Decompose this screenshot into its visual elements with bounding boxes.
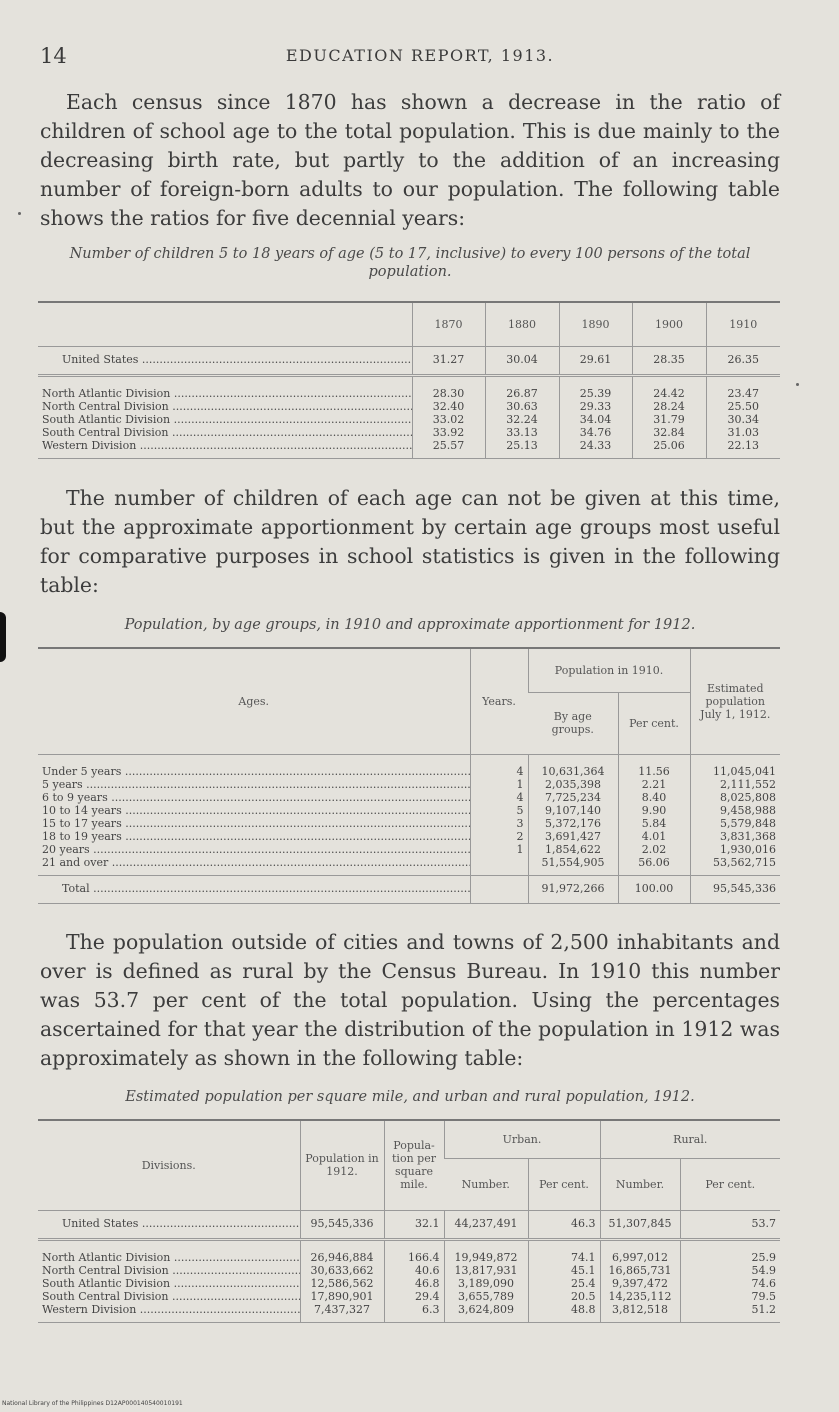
table-row — [38, 346, 780, 375]
table-cell: 10,631,364 — [528, 754, 618, 778]
table-cell: 56.06 — [618, 856, 690, 876]
table-cell: 24.33 — [559, 439, 632, 459]
table-cell: 3,691,427 — [528, 830, 618, 843]
table-cell: 23.47 — [706, 375, 780, 400]
table-cell: 40.6 — [384, 1264, 444, 1277]
table-cell: 13,817,931 — [444, 1264, 528, 1277]
table-cell: 32.84 — [632, 426, 706, 439]
table1-caption: Number of children 5 to 18 years of age (5 to 17, inclusive) to every 100 persons of the total population. — [69, 246, 751, 280]
table-cell: 91,972,266 — [528, 875, 618, 903]
table-cell: 19,949,872 — [444, 1239, 528, 1264]
row-label: North Atlantic Division ..... — [38, 1239, 300, 1264]
table-row — [38, 375, 780, 400]
row-label: South Atlantic Division ..... — [38, 413, 412, 426]
table-cell: 30.63 — [485, 400, 559, 413]
age-groups-table — [38, 647, 780, 904]
table-row — [38, 1303, 780, 1323]
table-cell: 16,865,731 — [600, 1264, 680, 1277]
table-cell: 46.3 — [528, 1210, 600, 1239]
paragraph-age-groups: The number of children of each age can not be given at this time, but the approximate apportionment by certain age groups most useful for comparative purposes in school statistics is given in the following table: — [40, 486, 780, 597]
table-cell: 26,946,884 — [300, 1239, 384, 1264]
percent-header: Per cent. — [618, 692, 690, 754]
table-cell: 8,025,808 — [690, 791, 780, 804]
table-cell: 44,237,491 — [444, 1210, 528, 1239]
table-cell: 6,997,012 — [600, 1239, 680, 1264]
table-cell: 95,545,336 — [300, 1210, 384, 1239]
row-label: Western Division ..... — [38, 1303, 300, 1323]
table-row — [38, 830, 780, 843]
table-row — [38, 1277, 780, 1290]
children-ratio-table — [38, 301, 780, 459]
urban-number-header: Number. — [444, 1158, 528, 1210]
table-row — [38, 791, 780, 804]
table-row — [38, 1210, 780, 1239]
table-cell — [470, 875, 528, 903]
table-cell: 95,545,336 — [690, 875, 780, 903]
row-label: 20 years ..... — [38, 843, 470, 856]
row-label: North Atlantic Division ..... — [38, 375, 412, 400]
page-number: 14 — [40, 44, 67, 68]
row-label: Total ..... — [38, 875, 470, 903]
table1-col-header: 1910 — [706, 302, 780, 346]
table-cell: 74.6 — [680, 1277, 780, 1290]
table-cell: 9.90 — [618, 804, 690, 817]
rural-number-header: Number. — [600, 1158, 680, 1210]
table-cell: 31.03 — [706, 426, 780, 439]
table-row — [38, 817, 780, 830]
table-cell: 8.40 — [618, 791, 690, 804]
rural-header: Rural. — [600, 1120, 780, 1158]
table-row — [38, 804, 780, 817]
divisions-header: Divisions. — [38, 1120, 300, 1210]
table-cell: 53.7 — [680, 1210, 780, 1239]
table-row — [38, 843, 780, 856]
running-title: EDUCATION REPORT, 1913. — [285, 46, 555, 65]
table1-col-header: 1900 — [632, 302, 706, 346]
table-cell: 4 — [470, 791, 528, 804]
row-label: 15 to 17 years ..... — [38, 817, 470, 830]
table-cell: 74.1 — [528, 1239, 600, 1264]
table-cell: 46.8 — [384, 1277, 444, 1290]
scan-speck — [18, 212, 21, 215]
table-cell: 100.00 — [618, 875, 690, 903]
table-cell: 25.9 — [680, 1239, 780, 1264]
table-cell: 3,189,090 — [444, 1277, 528, 1290]
scan-binding-mark — [0, 612, 6, 662]
table-cell: 2.21 — [618, 778, 690, 791]
table-cell: 2,111,552 — [690, 778, 780, 791]
library-footer: National Library of the Philippines D12AP000140540010191 — [2, 1400, 183, 1407]
table-cell: 25.13 — [485, 439, 559, 459]
table-cell: 4.01 — [618, 830, 690, 843]
table1-stub-header — [38, 302, 412, 346]
table1-col-header: 1870 — [412, 302, 485, 346]
page-header — [40, 44, 800, 74]
row-label: United States ..... — [38, 346, 412, 375]
table-cell: 25.39 — [559, 375, 632, 400]
table-cell: 20.5 — [528, 1290, 600, 1303]
row-label: South Central Division ..... — [38, 426, 412, 439]
table-cell: 12,586,562 — [300, 1277, 384, 1290]
table-cell: 3,624,809 — [444, 1303, 528, 1323]
table-row — [38, 1290, 780, 1303]
table-cell: 3,812,518 — [600, 1303, 680, 1323]
table-cell: 25.06 — [632, 439, 706, 459]
urban-header: Urban. — [444, 1120, 600, 1158]
table-row — [38, 754, 780, 778]
row-label: Western Division ..... — [38, 439, 412, 459]
row-label: 10 to 14 years ..... — [38, 804, 470, 817]
table-cell: 11,045,041 — [690, 754, 780, 778]
table-row — [38, 413, 780, 426]
ages-header: Ages. — [38, 648, 470, 754]
table-row — [38, 778, 780, 791]
table-row — [38, 1239, 780, 1264]
row-label: South Atlantic Division ..... — [38, 1277, 300, 1290]
row-label: 6 to 9 years ..... — [38, 791, 470, 804]
table-cell: 31.79 — [632, 413, 706, 426]
paragraph-census-ratio: Each census since 1870 has shown a decrease in the ratio of children of school age to the total population. This is due mainly to the decreasing birth rate, but partly to the addition of an increasing number of foreign-born adults to our population. The following table shows the ratios for five decennial years: — [40, 90, 780, 230]
row-label: United States ..... — [38, 1210, 300, 1239]
table-cell: 53,562,715 — [690, 856, 780, 876]
table-cell: 28.24 — [632, 400, 706, 413]
table-cell: 32.40 — [412, 400, 485, 413]
table-cell: 33.13 — [485, 426, 559, 439]
row-label: North Central Division ..... — [38, 1264, 300, 1277]
table-cell: 79.5 — [680, 1290, 780, 1303]
table-cell: 1,854,622 — [528, 843, 618, 856]
table-cell: 11.56 — [618, 754, 690, 778]
table-cell: 29.33 — [559, 400, 632, 413]
table-cell: 51.2 — [680, 1303, 780, 1323]
table-cell: 4 — [470, 754, 528, 778]
table-cell: 29.4 — [384, 1290, 444, 1303]
table-cell: 9,397,472 — [600, 1277, 680, 1290]
table-row — [38, 400, 780, 413]
table-cell: 1 — [470, 843, 528, 856]
row-label: 5 years ..... — [38, 778, 470, 791]
table-cell: 32.1 — [384, 1210, 444, 1239]
table-cell: 3,831,368 — [690, 830, 780, 843]
by-age-header: By age groups. — [528, 692, 618, 754]
table-cell: 9,107,140 — [528, 804, 618, 817]
table-cell: 29.61 — [559, 346, 632, 375]
table-cell: 5 — [470, 804, 528, 817]
urban-percent-header: Per cent. — [528, 1158, 600, 1210]
total-row — [38, 875, 780, 903]
table-cell: 2 — [470, 830, 528, 843]
table-cell: 51,307,845 — [600, 1210, 680, 1239]
table3-caption: Estimated population per square mile, and urban and rural population, 1912. — [125, 1089, 695, 1105]
table-cell: 25.4 — [528, 1277, 600, 1290]
row-label: North Central Division ..... — [38, 400, 412, 413]
table1-col-header: 1890 — [559, 302, 632, 346]
estimated-header: Estimated population July 1, 1912. — [690, 648, 780, 754]
population-1910-header: Population in 1910. — [528, 648, 690, 692]
table-cell: 26.87 — [485, 375, 559, 400]
years-header: Years. — [470, 648, 528, 754]
table-cell: 9,458,988 — [690, 804, 780, 817]
table-row — [38, 856, 780, 876]
table-cell: 45.1 — [528, 1264, 600, 1277]
table-cell: 54.9 — [680, 1264, 780, 1277]
table-cell: 24.42 — [632, 375, 706, 400]
table-cell: 34.04 — [559, 413, 632, 426]
table1-col-header: 1880 — [485, 302, 559, 346]
table-cell: 2,035,398 — [528, 778, 618, 791]
table-cell: 25.50 — [706, 400, 780, 413]
table-cell: 51,554,905 — [528, 856, 618, 876]
table-cell: 25.57 — [412, 439, 485, 459]
table-cell: 26.35 — [706, 346, 780, 375]
table2-caption: Population, by age groups, in 1910 and approximate apportionment for 1912. — [124, 617, 696, 633]
table-cell: 32.24 — [485, 413, 559, 426]
table-row — [38, 1264, 780, 1277]
table-cell: 2.02 — [618, 843, 690, 856]
table-cell: 48.8 — [528, 1303, 600, 1323]
table-cell: 33.02 — [412, 413, 485, 426]
density-header: Popula- tion per square mile. — [384, 1120, 444, 1210]
table-row — [38, 426, 780, 439]
table-cell: 1 — [470, 778, 528, 791]
scan-speck — [796, 383, 799, 386]
table-cell: 30,633,662 — [300, 1264, 384, 1277]
table-cell: 28.30 — [412, 375, 485, 400]
table-cell: 22.13 — [706, 439, 780, 459]
row-label: South Central Division ..... — [38, 1290, 300, 1303]
row-label: 21 and over ..... — [38, 856, 470, 876]
table-cell: 7,725,234 — [528, 791, 618, 804]
table-cell: 5,579,848 — [690, 817, 780, 830]
table-cell: 6.3 — [384, 1303, 444, 1323]
table-cell: 5.84 — [618, 817, 690, 830]
table-cell: 3 — [470, 817, 528, 830]
table-row — [38, 439, 780, 459]
table-cell: 7,437,327 — [300, 1303, 384, 1323]
table-cell: 166.4 — [384, 1239, 444, 1264]
table-cell: 34.76 — [559, 426, 632, 439]
table-cell: 31.27 — [412, 346, 485, 375]
row-label: 18 to 19 years ..... — [38, 830, 470, 843]
table-cell: 5,372,176 — [528, 817, 618, 830]
paragraph-rural-population: The population outside of cities and towns of 2,500 inhabitants and over is defined as rural by the Census Bureau. In 1910 this number was 53.7 per cent of the total population. Using the percentages ascertained for that year the distribution of the population in 1912 was approximately as shown in the following table: — [40, 930, 780, 1070]
table-cell: 28.35 — [632, 346, 706, 375]
table-cell: 3,655,789 — [444, 1290, 528, 1303]
table-cell: 33.92 — [412, 426, 485, 439]
rural-percent-header: Per cent. — [680, 1158, 780, 1210]
table-cell — [470, 856, 528, 876]
table-cell: 30.04 — [485, 346, 559, 375]
table-cell: 30.34 — [706, 413, 780, 426]
row-label: Under 5 years ..... — [38, 754, 470, 778]
urban-rural-table — [38, 1119, 780, 1323]
table-cell: 14,235,112 — [600, 1290, 680, 1303]
table-cell: 1,930,016 — [690, 843, 780, 856]
table-cell: 17,890,901 — [300, 1290, 384, 1303]
population-1912-header: Population in 1912. — [300, 1120, 384, 1210]
